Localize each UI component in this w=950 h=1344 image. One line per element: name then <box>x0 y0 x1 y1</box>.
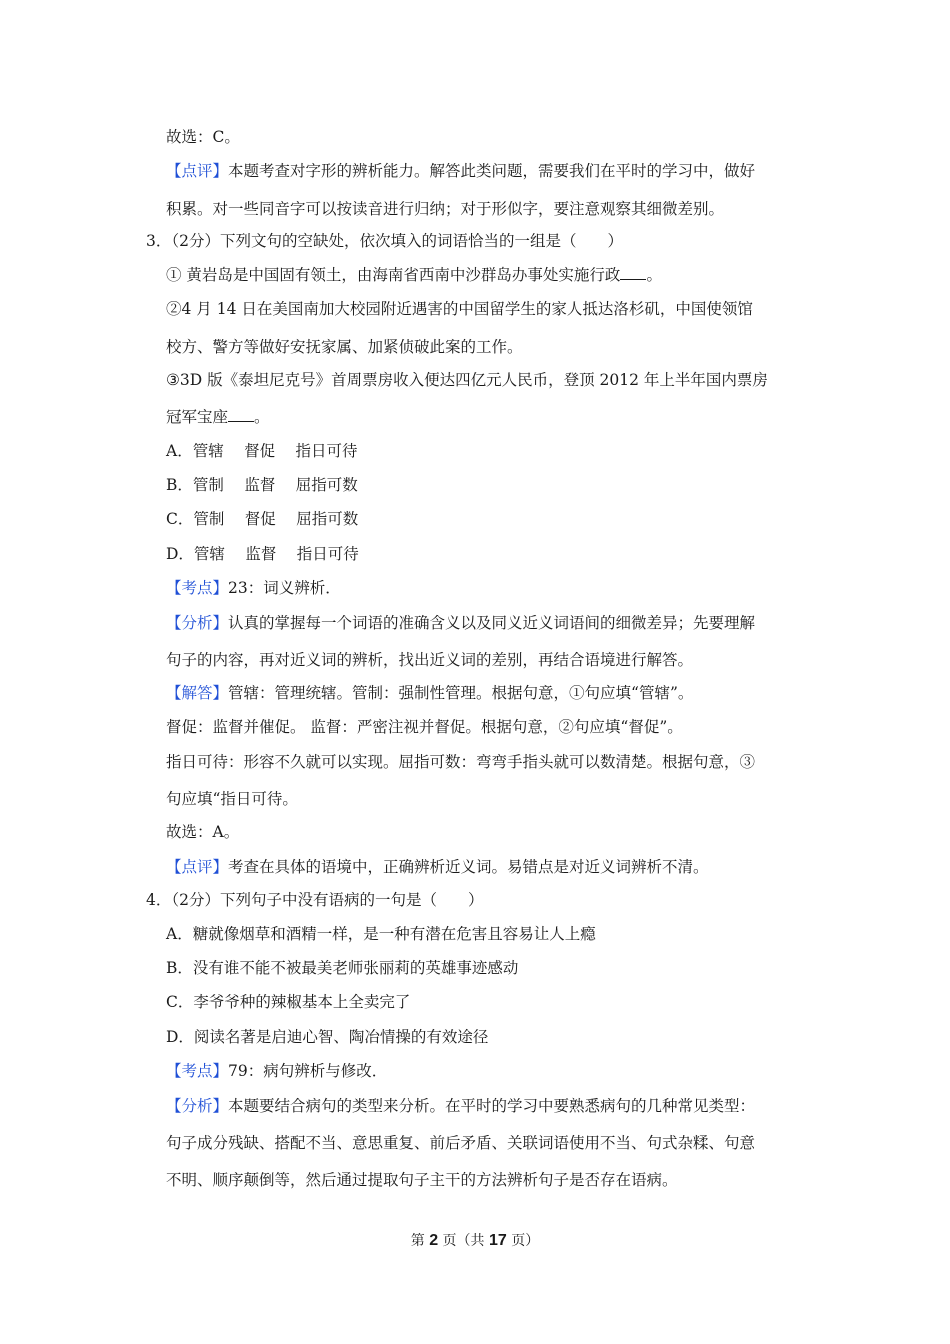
q4-analysis-cont-2: 不明、顺序颠倒等，然后通过提取句子主干的方法辨析句子是否存在语病。 <box>166 1171 678 1189</box>
q3-sentence-2: ②4 月 14 日在美国南加大校园附近遇害的中国留学生的家人抵达洛杉矶，中国使领馆 <box>166 300 753 318</box>
q3-option-a: A．管辖 督促 指日可待 <box>166 442 358 460</box>
q3-choice: 故选：A。 <box>166 823 240 841</box>
page-total: 17 <box>489 1232 507 1249</box>
q3-answer-line-2: 督促：监督并催促。 监督：严密注视并督促。根据句意，②句应填“督促”。 <box>166 718 683 736</box>
q3-option-d: D．管辖 监督 指日可待 <box>166 545 359 563</box>
q3-sentence-2-cont: 校方、警方等做好安抚家属、加紧侦破此案的工作。 <box>166 338 523 356</box>
q3-analysis-cont: 句子的内容，再对近义词的辨析，找出近义词的差别，再结合语境进行解答。 <box>166 651 694 669</box>
answer-blank <box>228 407 254 422</box>
answer-blank <box>620 265 646 280</box>
q4-point-text: 79：病句辨析与修改． <box>228 1062 388 1080</box>
q4-option-d: D．阅读名著是启迪心智、陶冶情操的有效途径 <box>166 1028 489 1046</box>
q3-sentence-3-cont <box>166 407 270 427</box>
q3-s3-text: 冠军宝座 <box>166 408 229 426</box>
q3-analysis-text: 认真的掌握每一个词语的准确含义以及同义近义词语间的细微差异；先要理解 <box>228 614 756 632</box>
q3-point-text: 23：词义辨析． <box>228 579 341 597</box>
point-tag: 【考点】 <box>166 579 229 597</box>
answer-tag: 【解答】 <box>166 684 229 702</box>
q3-answer <box>166 683 693 703</box>
q4-analysis-cont: 句子成分残缺、搭配不当、意思重复、前后矛盾、关联词语使用不当、句式杂糅、句意 <box>166 1134 756 1152</box>
q4-option-b: B．没有谁不能不被最美老师张丽莉的英雄事迹感动 <box>166 959 519 977</box>
footer-suffix: 页） <box>506 1233 540 1249</box>
q3-answer-line-4: 句应填“指日可待。 <box>166 790 298 808</box>
analysis-tag: 【分析】 <box>166 614 229 632</box>
q3-comment-text: 考查在具体的语境中，正确辨析近义词。易错点是对近义词辨析不清。 <box>228 858 709 876</box>
q4-option-c: C．李爷爷种的辣椒基本上全卖完了 <box>166 993 411 1011</box>
footer-prefix: 第 <box>410 1233 430 1249</box>
analysis-tag: 【分析】 <box>166 1097 229 1115</box>
q3-s1-text: ① 黄岩岛是中国固有领土，由海南省西南中沙群岛办事处实施行政 <box>166 266 621 284</box>
q3-answer-line-3: 指日可待：形容不久就可以实现。屈指可数：弯弯手指头就可以数清楚。根据句意，③ <box>166 753 756 771</box>
q3-stem: 3．（2分）下列文句的空缺处，依次填入的词语恰当的一组是（ ） <box>146 232 623 250</box>
q4-analysis-text: 本题要结合病句的类型来分析。在平时的学习中要熟悉病句的几种常见类型： <box>228 1097 756 1115</box>
q3-option-c: C．管制 督促 屈指可数 <box>166 510 359 528</box>
point-tag: 【考点】 <box>166 1062 229 1080</box>
q3-point <box>166 578 341 598</box>
prev-comment <box>166 161 755 181</box>
q3-s1-end: 。 <box>646 266 662 284</box>
q4-point <box>166 1061 387 1081</box>
q3-analysis <box>166 613 755 633</box>
q4-stem: 4．（2分）下列句子中没有语病的一句是（ ） <box>146 891 484 909</box>
page-footer <box>0 1230 950 1250</box>
q3-comment <box>166 857 709 877</box>
prev-comment-text: 本题考查对字形的辨析能力。解答此类问题，需要我们在平时的学习中，做好 <box>228 162 756 180</box>
q3-answer-text: 管辖：管理统辖。管制：强制性管理。根据句意，①句应填“管辖”。 <box>228 684 694 702</box>
q3-sentence-3: ③3D 版《泰坦尼克号》首周票房收入便达四亿元人民币，登顶 2012 年上半年国内票房 <box>166 371 768 389</box>
page-number: 2 <box>429 1232 439 1249</box>
q3-sentence-1 <box>166 265 662 285</box>
comment-tag: 【点评】 <box>166 162 229 180</box>
q3-s3-end: 。 <box>254 408 270 426</box>
footer-mid: 页（共 <box>438 1233 489 1249</box>
q4-analysis <box>166 1096 755 1116</box>
q4-option-a: A．糖就像烟草和酒精一样，是一种有潜在危害且容易让人上瘾 <box>166 925 596 943</box>
comment-tag: 【点评】 <box>166 858 229 876</box>
q3-option-b: B．管制 监督 屈指可数 <box>166 476 358 494</box>
prev-comment-cont: 积累。对一些同音字可以按读音进行归纳；对于形似字，要注意观察其细微差别。 <box>166 200 725 218</box>
prev-choice: 故选：C。 <box>166 128 240 146</box>
